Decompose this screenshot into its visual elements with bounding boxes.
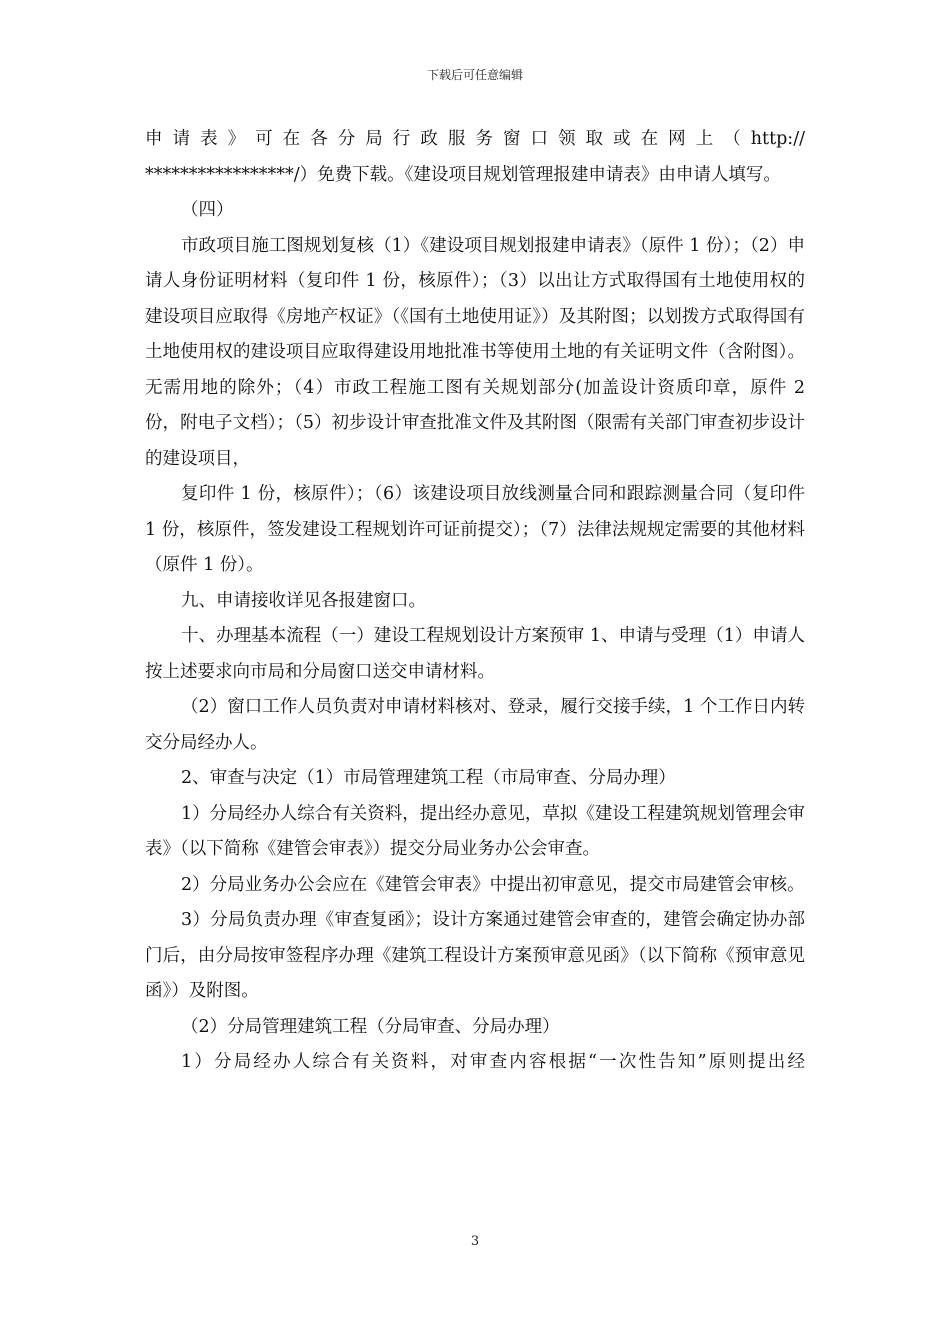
paragraph: 复印件 1 份，核原件）；（6）该建设项目放线测量合同和跟踪测量合同（复印件 1 份，核原件，签发建设工程规划许可证前提交）；（7）法律法规规定需要的其他材料（原件 1 份）。 (145, 484, 811, 575)
paragraph: 1）分局经办人综合有关资料，对审查内容根据“一次性告知”原则提出经 (181, 1052, 805, 1072)
page-header: 下载后可任意编辑 (426, 68, 523, 82)
paragraph: 十、办理基本流程（一）建设工程规划设计方案预审 1、申请与受理（1）申请人按上述要求向市局和分局窗口送交申请材料。 (145, 626, 805, 682)
page-number: 3 (470, 1234, 480, 1249)
paragraph: 3）分局负责办理《审查复函》；设计方案通过建管会审查的，建管会确定协办部门后，由分局按审签程序办理《建筑工程设计方案预审意见函》（以下简称《预审意见函》）及附图。 (145, 910, 805, 1001)
document-body (145, 122, 811, 1081)
paragraph: （2）分局管理建筑工程（分局审查、分局办理） (181, 1016, 560, 1037)
paragraph: 1）分局经办人综合有关资料，提出经办意见，草拟《建设工程建筑规划管理会审表》（以下简称《建管会审表》）提交分局业务办公会审查。 (145, 803, 805, 859)
paragraph: 申请表》可在各分局行政服务窗口领取或在网上（http:// (145, 129, 805, 149)
paragraph: 市政项目施工图规划复核（1）《建设项目规划报建申请表》（原件 1 份）；（2）申请人身份证明材料（复印件 1 份，核原件）；（3）以出让方式取得国有土地使用权的建设项目应取得《房地产权证》（《国有土地使用证》）及其附图；以划拨方式取得国有土地使用权的建设项目应取得建设用地批准书等使用土地的有关证明文件（含附图）。无需用地的除外；（4）市政工程施工图有关规划部分(加盖设计资质印章，原件 2 份，附电子文档）；（5）初步设计审查批准文件及其附图（限需有关部门审查初步设计的建设项目， (145, 235, 811, 469)
paragraph: *****************/）免费下载。《建设项目规划管理报建申请表》由申请人填写。 (145, 164, 781, 185)
paragraph: 2）分局业务办公会应在《建管会审表》中提出初审意见，提交市局建管会审核。 (181, 874, 805, 895)
paragraph: 2、审查与决定（1）市局管理建筑工程（市局审查、分局办理） (181, 768, 676, 788)
paragraph: （四） (181, 200, 234, 220)
paragraph: 九、申请接收详见各报建窗口。 (181, 590, 426, 611)
paragraph: （2）窗口工作人员负责对申请材料核对、登录，履行交接手续，1 个工作日内转交分局经办人。 (145, 697, 805, 753)
